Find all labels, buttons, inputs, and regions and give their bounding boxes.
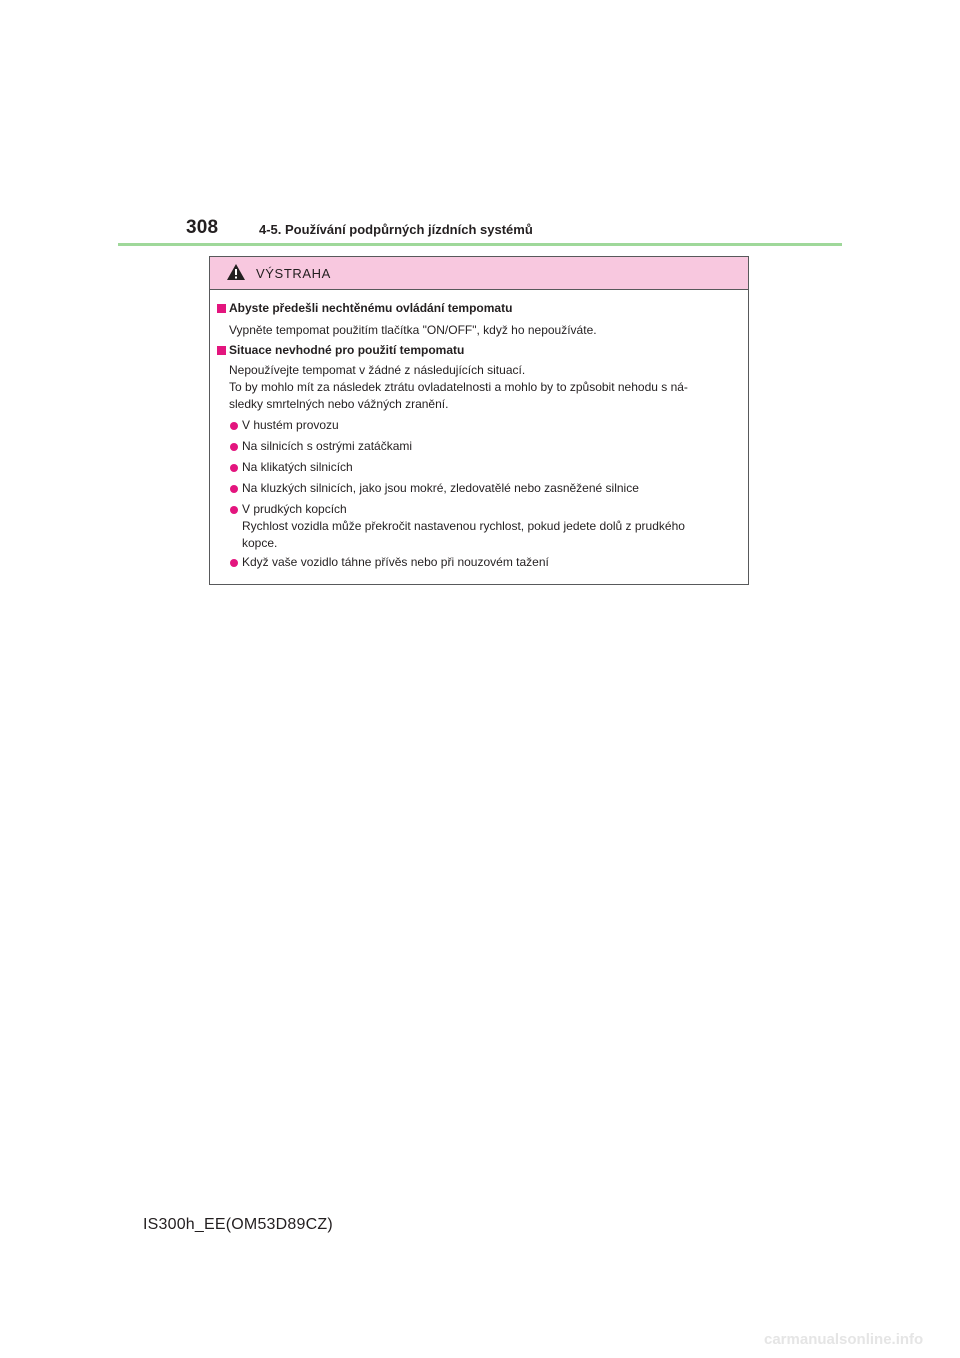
list-bullet (230, 559, 238, 567)
list-item: V hustém provozu (242, 418, 339, 432)
section-heading: Situace nevhodné pro použití tempomatu (229, 343, 465, 357)
list-item: Na kluzkých silnicích, jako jsou mokré, zledovatělé nebo zasněžené silnice (242, 481, 639, 495)
warning-title: VÝSTRAHA (256, 266, 331, 281)
section-text-line: To by mohlo mít za následek ztrátu ovladatelnosti a mohlo by to způsobit nehodu s ná- (229, 380, 688, 394)
list-item: V prudkých kopcích (242, 502, 347, 516)
header-divider (118, 243, 842, 246)
list-bullet (230, 506, 238, 514)
manual-code: IS300h_EE(OM53D89CZ) (143, 1216, 333, 1233)
section-title: 4-5. Používání podpůrných jízdních systémů (259, 222, 533, 237)
watermark: carmanualsonline.info (764, 1331, 924, 1348)
section-bullet (217, 346, 226, 355)
section-bullet (217, 304, 226, 313)
list-item-detail: Rychlost vozidla může překročit nastavenou rychlost, pokud jedete dolů z prudkého (242, 519, 685, 533)
list-bullet (230, 422, 238, 430)
list-item: Na klikatých silnicích (242, 460, 353, 474)
section-text-line: Nepoužívejte tempomat v žádné z následujících situací. (229, 363, 526, 377)
section-heading: Abyste předešli nechtěnému ovládání tempomatu (229, 301, 513, 315)
list-item: Když vaše vozidlo táhne přívěs nebo při nouzovém tažení (242, 555, 549, 569)
page-number: 308 (186, 217, 219, 238)
warning-content (210, 257, 748, 584)
list-item: Na silnicích s ostrými zatáčkami (242, 439, 413, 453)
list-bullet (230, 464, 238, 472)
list-bullet (230, 485, 238, 493)
warning-box (209, 256, 749, 585)
section-text: Vypněte tempomat použitím tlačítka "ON/OFF", když ho nepoužíváte. (229, 323, 597, 337)
list-bullet (230, 443, 238, 451)
section-text-line: sledky smrtelných nebo vážných zranění. (229, 397, 449, 411)
list-item-detail: kopce. (242, 536, 278, 550)
